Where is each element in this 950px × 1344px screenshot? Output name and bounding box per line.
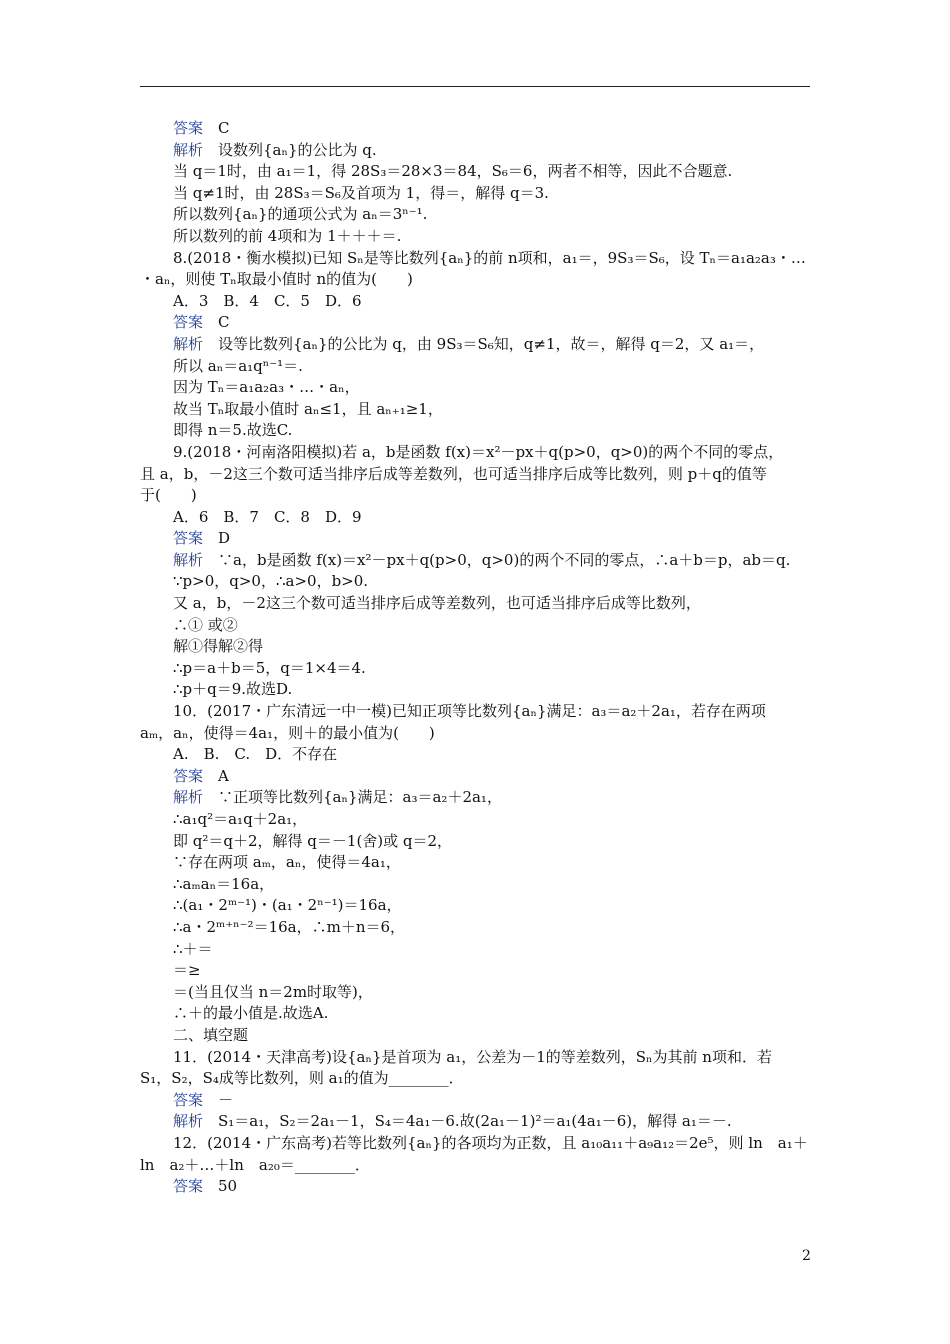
text-line: [140, 1025, 812, 1047]
text-line: [140, 485, 812, 507]
text-line: [140, 183, 812, 205]
line-text: ∴a・2ᵐ⁺ⁿ⁻²＝16a，∴m＋n＝6，: [173, 917, 406, 936]
text-line: [140, 658, 812, 680]
text-line: [140, 723, 812, 745]
answer-label: 答案: [173, 313, 204, 332]
line-text: 当 q＝1时，由 a₁＝1，得 28S₃＝28×3＝84，S₆＝6，两者不相等，因此不合题意.: [173, 162, 733, 181]
text-line: [140, 1155, 812, 1177]
line-text: ∴＋＝: [173, 939, 213, 958]
line-text: A. B. C. D．不存在: [173, 745, 338, 764]
text-line: [140, 1111, 812, 1133]
line-text: ∴aₘaₙ＝16a，: [173, 874, 275, 893]
line-text: ln a₂＋…＋ln a₂₀＝________．: [140, 1155, 370, 1174]
answer-label: 答案: [173, 1090, 204, 1109]
text-line: [140, 1133, 812, 1155]
line-text: C: [203, 313, 230, 332]
text-line: [140, 960, 812, 982]
line-text: 二、填空题: [173, 1025, 249, 1044]
line-text: ∴① 或②: [173, 615, 238, 634]
line-text: ∴a₁q²＝a₁q＋2a₁，: [173, 810, 308, 828]
text-line: [140, 1090, 812, 1112]
line-text: 50: [203, 1177, 238, 1196]
line-text: 故当 Tₙ取最小值时 aₙ≤1，且 aₙ₊₁≥1，: [173, 399, 443, 418]
text-line: [140, 291, 812, 313]
text-line: [140, 140, 812, 162]
line-text: ∵正项等比数列{aₙ}满足：a₃＝a₂＋2a₁，: [203, 788, 502, 807]
answer-label: 答案: [173, 1177, 204, 1196]
line-text: ∴＋的最小值是.故选A.: [173, 1004, 329, 1023]
line-text: A．3 B．4 C．5 D．6: [173, 291, 362, 310]
analysis-label: 解析: [173, 550, 204, 569]
line-text: aₘ，aₙ，使得＝4a₁，则＋的最小值为( ): [140, 723, 435, 742]
header-rule: [140, 86, 810, 87]
text-line: [140, 528, 812, 550]
answer-label: 答案: [173, 766, 204, 785]
line-text: 即 q²＝q＋2，解得 q＝－1(舍)或 q＝2，: [173, 831, 453, 850]
text-line: [140, 895, 812, 917]
text-line: [140, 874, 812, 896]
text-line: [140, 399, 812, 421]
text-line: [140, 593, 812, 615]
text-line: [140, 1047, 812, 1069]
text-line: [140, 204, 812, 226]
line-text: 即得 n＝5.故选C.: [173, 421, 293, 440]
text-line: [140, 831, 812, 853]
line-text: 11．(2014・天津高考)设{aₙ}是首项为 a₁，公差为－1的等差数列，Sₙ为其前 n项和．若: [173, 1047, 772, 1066]
page-number: 2: [802, 1248, 811, 1264]
line-text: ＝(当且仅当 n＝2m时取等)，: [173, 982, 373, 1001]
line-text: ＝≥: [173, 961, 201, 980]
text-line: [140, 248, 812, 270]
text-line: [140, 766, 812, 788]
analysis-label: 解析: [173, 1112, 204, 1131]
analysis-label: 解析: [173, 788, 204, 807]
analysis-label: 解析: [173, 334, 204, 353]
text-line: [140, 701, 812, 723]
line-text: C: [203, 119, 230, 137]
line-text: 所以 aₙ＝a₁qⁿ⁻¹＝.: [173, 356, 303, 375]
text-line: [140, 1003, 812, 1025]
text-line: [140, 615, 812, 637]
text-line: [140, 507, 812, 529]
document-body: [140, 118, 812, 1198]
text-line: [140, 1068, 812, 1090]
text-line: [140, 636, 812, 658]
text-line: [140, 939, 812, 961]
line-text: 解①得解②得: [173, 637, 264, 656]
line-text: A．6 B．7 C．8 D．9: [173, 507, 362, 526]
line-text: ∵a，b是函数 f(x)＝x²－px＋q(p>0，q>0)的两个不同的零点，∴a＋b＝p，ab＝q.: [203, 550, 791, 569]
line-text: S₁＝a₁，S₂＝2a₁－1，S₄＝4a₁－6.故(2a₁－1)²＝a₁(4a₁－6)，解得 a₁＝－.: [203, 1112, 732, 1131]
line-text: ∵存在两项 aₘ，aₙ，使得＝4a₁，: [173, 853, 401, 872]
text-line: [140, 312, 812, 334]
text-line: [140, 809, 812, 831]
line-text: 10．(2017・广东清远一中一模)已知正项等比数列{aₙ}满足：a₃＝a₂＋2a₁，若存在两项: [173, 702, 766, 721]
text-line: [140, 787, 812, 809]
answer-label: 答案: [173, 119, 204, 137]
text-line: [140, 161, 812, 183]
text-line: [140, 571, 812, 593]
line-text: ∵p>0，q>0，∴a>0，b>0.: [173, 572, 369, 591]
text-line: [140, 982, 812, 1004]
text-line: [140, 420, 812, 442]
line-text: ∴(a₁・2ᵐ⁻¹)・(a₁・2ⁿ⁻¹)＝16a，: [173, 896, 402, 915]
analysis-label: 解析: [173, 140, 204, 159]
text-line: [140, 269, 812, 291]
line-text: 且 a，b，－2这三个数可适当排序后成等差数列，也可适当排序后成等比数列，则 p＋q的值等: [140, 464, 767, 483]
line-text: 于( ): [140, 486, 197, 505]
line-text: 8.(2018・衡水模拟)已知 Sₙ是等比数列{aₙ}的前 n项和，a₁＝，9S₃＝S₆，设 Tₙ＝a₁a₂a₃・…: [173, 248, 806, 267]
line-text: 所以数列的前 4项和为 1＋＋＋＝.: [173, 226, 402, 245]
text-line: [140, 356, 812, 378]
answer-label: 答案: [173, 529, 204, 548]
text-line: [140, 118, 812, 140]
text-line: [140, 917, 812, 939]
text-line: [140, 679, 812, 701]
line-text: D: [203, 529, 231, 548]
line-text: 设等比数列{aₙ}的公比为 q，由 9S₃＝S₆知，q≠1，故＝，解得 q＝2，又 a₁＝，: [203, 334, 765, 353]
line-text: －: [203, 1090, 234, 1109]
line-text: S₁，S₂，S₄成等比数列，则 a₁的值为________．: [140, 1069, 464, 1088]
line-text: 当 q≠1时，由 28S₃＝S₆及首项为 1，得＝，解得 q＝3.: [173, 183, 549, 202]
line-text: 所以数列{aₙ}的通项公式为 aₙ＝3ⁿ⁻¹.: [173, 205, 428, 224]
text-line: [140, 744, 812, 766]
text-line: [140, 550, 812, 572]
text-line: [140, 334, 812, 356]
line-text: A: [203, 766, 229, 785]
text-line: [140, 852, 812, 874]
text-line: [140, 442, 812, 464]
text-line: [140, 226, 812, 248]
line-text: 9.(2018・河南洛阳模拟)若 a，b是函数 f(x)＝x²－px＋q(p>0，q>0)的两个不同的零点，: [173, 442, 784, 461]
line-text: 12．(2014・广东高考)若等比数列{aₙ}的各项均为正数，且 a₁₀a₁₁＋a₉a₁₂＝2e⁵，则 ln a₁＋: [173, 1133, 808, 1152]
text-line: [140, 1176, 812, 1198]
line-text: ∴p＋q＝9.故选D.: [173, 680, 293, 699]
text-line: [140, 464, 812, 486]
line-text: 设数列{aₙ}的公比为 q.: [203, 140, 377, 159]
line-text: ・aₙ，则使 Tₙ取最小值时 n的值为( ): [140, 270, 413, 289]
line-text: ∴p＝a＋b＝5，q＝1×4＝4.: [173, 658, 366, 677]
line-text: 因为 Tₙ＝a₁a₂a₃・…・aₙ，: [173, 378, 360, 397]
line-text: 又 a，b，－2这三个数可适当排序后成等差数列，也可适当排序后成等比数列，: [173, 594, 701, 613]
text-line: [140, 377, 812, 399]
